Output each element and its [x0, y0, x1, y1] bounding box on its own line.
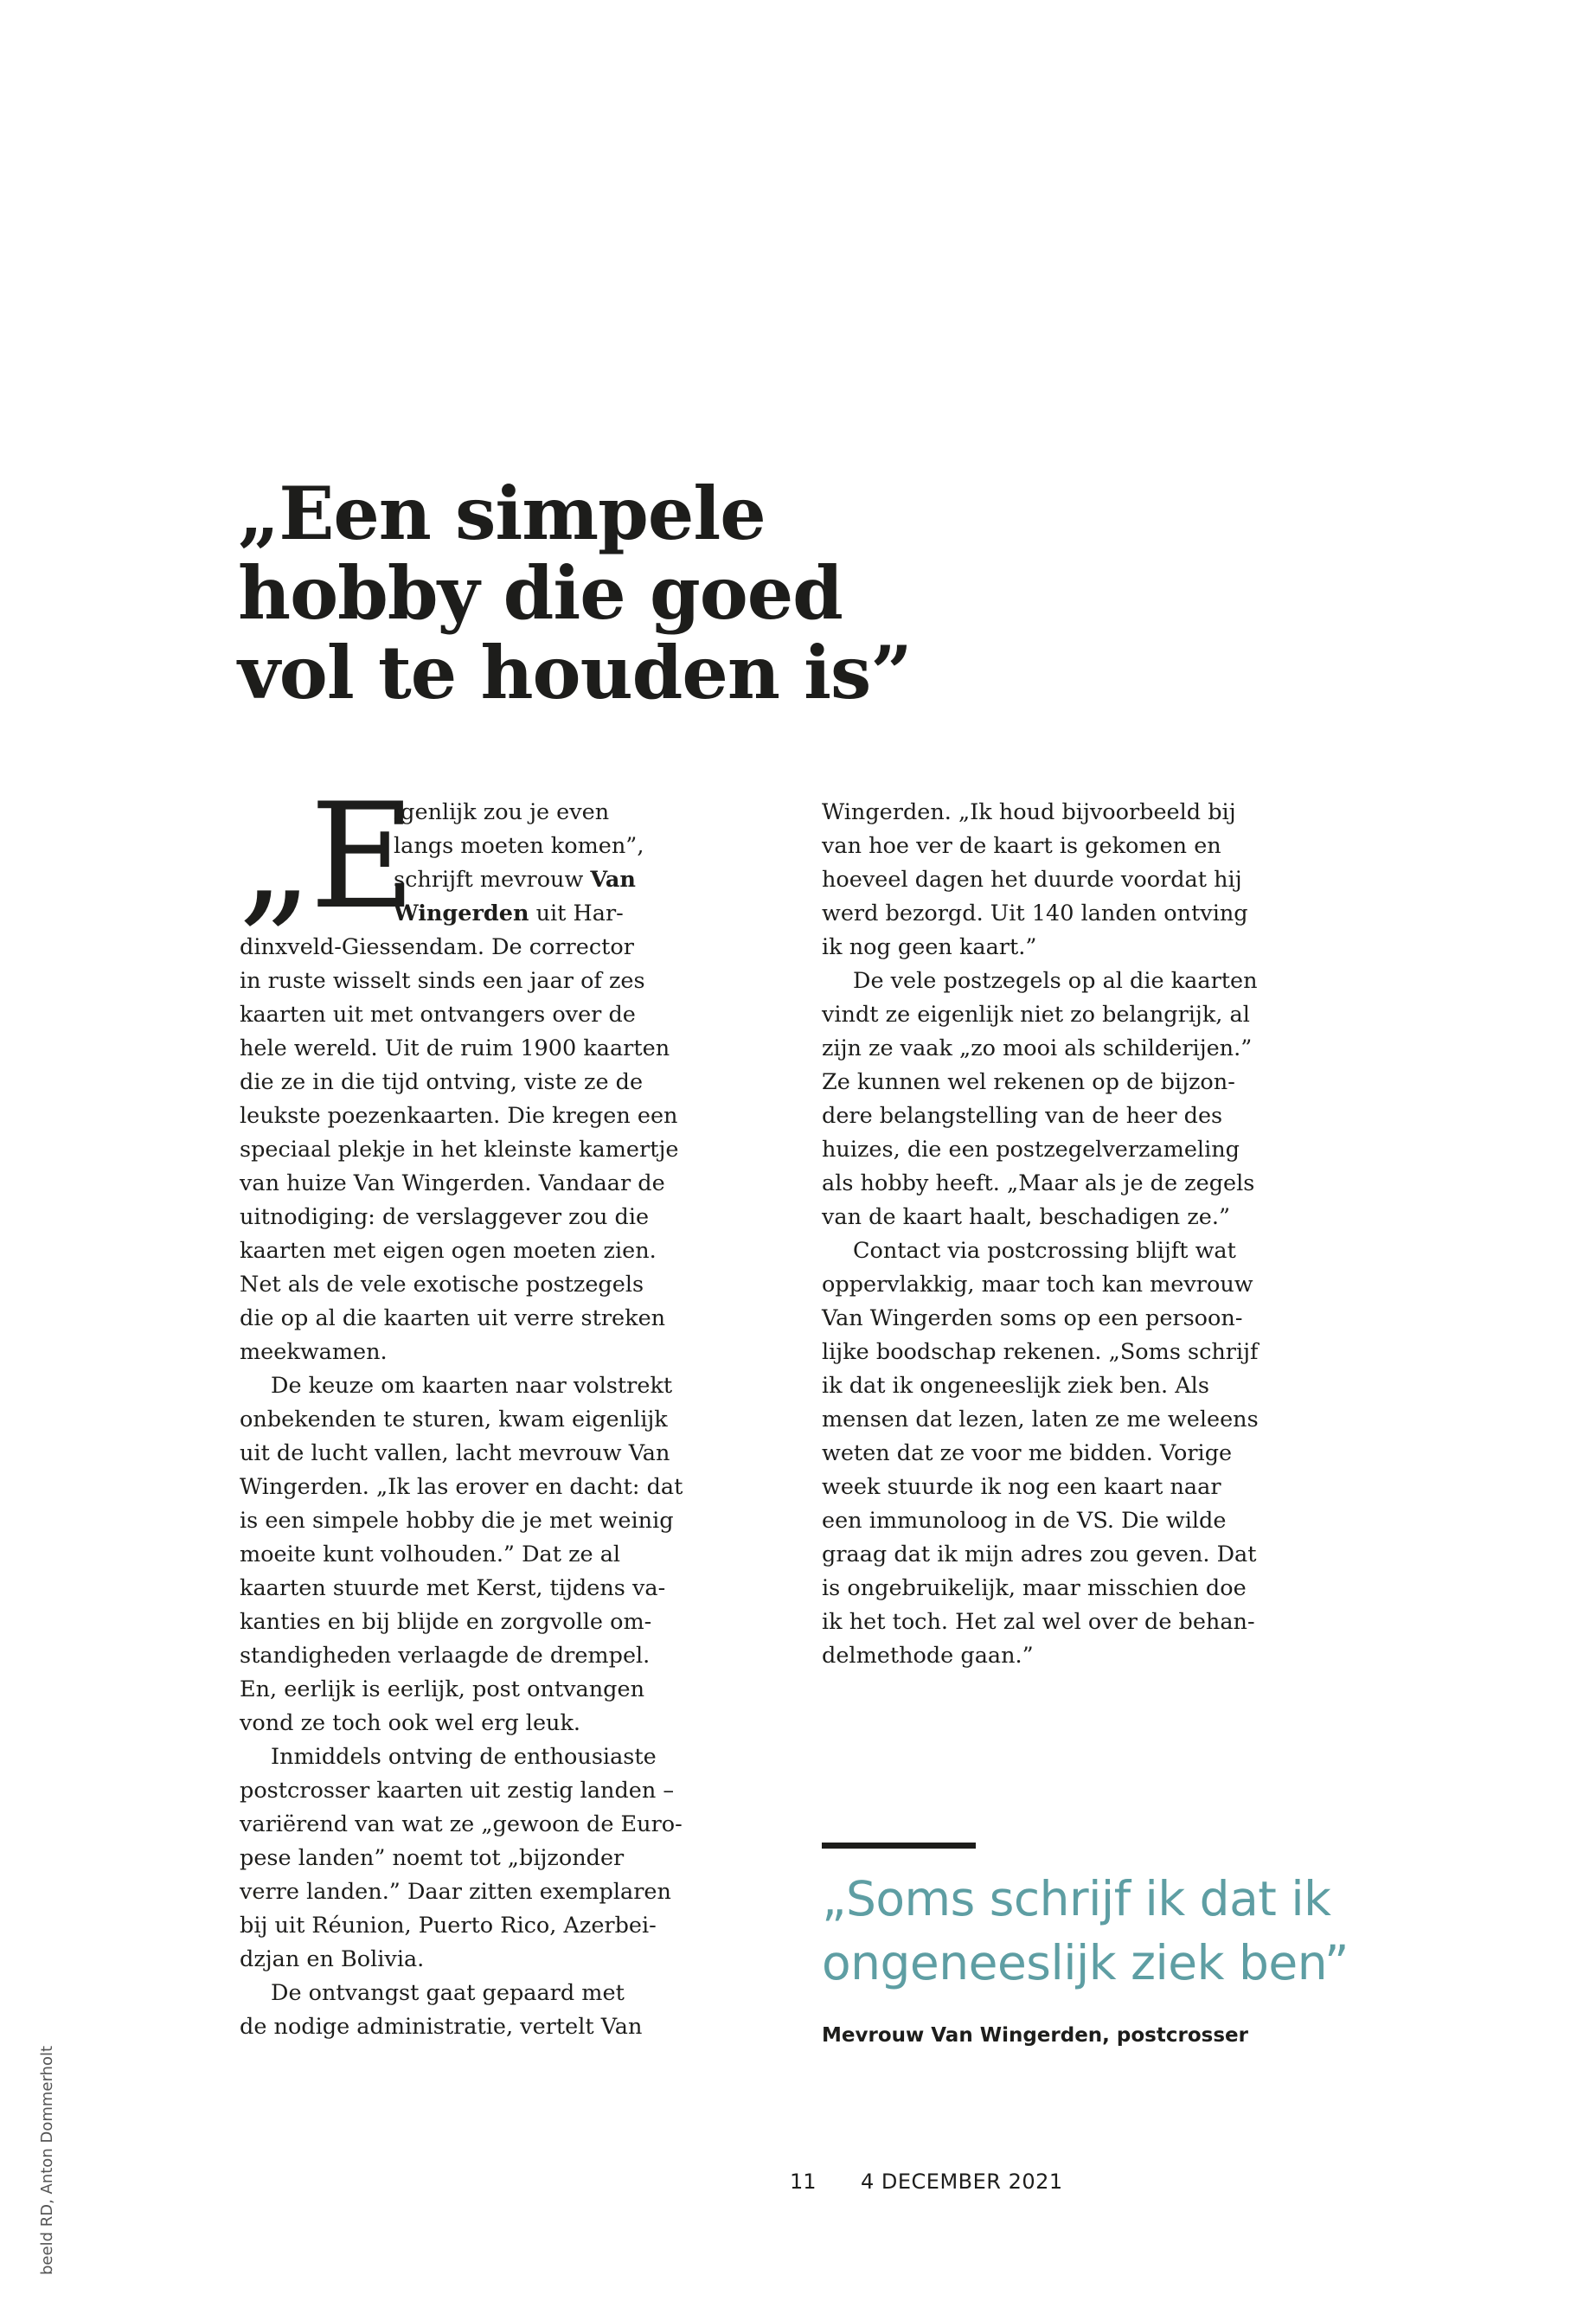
text-line: uitnodiging: de verslaggever zou die [240, 1204, 650, 1230]
issue-date: 4 DECEMBER 2021 [861, 2170, 1063, 2194]
text-line: van huize Van Wingerden. Vandaar de [240, 1170, 665, 1196]
text-line: die op al die kaarten uit verre streken [240, 1305, 666, 1331]
text-line: standigheden verlaagde de drempel. [240, 1643, 651, 1669]
text-line: De keuze om kaarten naar volstrekt [271, 1373, 673, 1399]
text-line: Net als de vele exotische postzegels [240, 1272, 644, 1298]
pullquote-line: ongeneeslijk ziek ben” [822, 1935, 1349, 1990]
pullquote-rule [822, 1843, 976, 1849]
paragraph-5 [822, 796, 1272, 965]
text-line: Ze kunnen wel rekenen op de bijzon- [822, 1069, 1235, 1095]
text-line: de nodige administratie, vertelt Van [240, 2014, 643, 2040]
text-line: leukste poezenkaarten. Die kregen een [240, 1103, 678, 1129]
dropcap-lines [394, 796, 644, 931]
text-line: kaarten met eigen ogen moeten zien. [240, 1238, 657, 1264]
text-line: dzjan en Bolivia. [240, 1946, 425, 1972]
text-line: van hoe ver de kaart is gekomen en [822, 833, 1221, 859]
text-line: langs moeten komen”, [394, 833, 644, 859]
text-line: Wingerden. „Ik las erover en dacht: dat [240, 1474, 683, 1500]
pullquote-attribution: Mevrouw Van Wingerden, postcrosser [822, 2024, 1248, 2047]
text-line: onbekenden te sturen, kwam eigenlijk [240, 1407, 668, 1433]
headline [238, 471, 1016, 715]
text-fragment: schrijft mevrouw [394, 867, 591, 893]
text-line: weten dat ze voor me bidden. Vorige [822, 1440, 1233, 1466]
text-line [394, 897, 644, 931]
text-line: vindt ze eigenlijk niet zo belangrijk, al [822, 1002, 1250, 1028]
text-line: mensen dat lezen, laten ze me weleens [822, 1407, 1259, 1433]
photo-credit: beeld RD, Anton Dommerholt [38, 2045, 56, 2275]
text-line: delmethode gaan.” [822, 1643, 1034, 1669]
person-name: Wingerden [394, 901, 529, 926]
text-line: oppervlakkig, maar toch kan mevrouw [822, 1272, 1253, 1298]
person-name: Van [590, 867, 636, 893]
paragraph-7 [822, 1234, 1272, 1673]
text-line: graag dat ik mijn adres zou geven. Dat [822, 1541, 1257, 1567]
text-line: dinxveld-Giessendam. De corrector [240, 934, 634, 960]
text-line: uit de lucht vallen, lacht mevrouw Van [240, 1440, 670, 1466]
paragraph-4 [240, 1977, 689, 2044]
text-line: ik nog geen kaart.” [822, 934, 1037, 960]
text-line: moeite kunt volhouden.” Dat ze al [240, 1541, 621, 1567]
text-line: huizes, die een postzegelverzameling [822, 1137, 1240, 1163]
headline-line: hobby die goed [238, 550, 843, 636]
text-line: werd bezorgd. Uit 140 landen ontving [822, 901, 1248, 926]
paragraph-6 [822, 965, 1272, 1234]
text-line: Wingerden. „Ik houd bijvoorbeeld bij [822, 799, 1236, 825]
text-line: kanties en bij blijde en zorgvolle om- [240, 1609, 652, 1635]
paragraph-2 [240, 1369, 689, 1740]
text-line: van de kaart haalt, beschadigen ze.” [822, 1204, 1230, 1230]
text-line: zijn ze vaak „zo mooi als schilderijen.” [822, 1035, 1253, 1061]
text-line: dere belangstelling van de heer des [822, 1103, 1223, 1129]
paragraph-3 [240, 1740, 689, 1977]
text-line [394, 863, 644, 897]
text-line: als hobby heeft. „Maar als je de zegels [822, 1170, 1255, 1196]
text-line: Inmiddels ontving de enthousiaste [271, 1744, 657, 1770]
text-line: Contact via postcrossing blijft wat [853, 1238, 1236, 1264]
text-line: in ruste wisselt sinds een jaar of zes [240, 968, 645, 994]
text-line: postcrosser kaarten uit zestig landen – [240, 1778, 675, 1804]
text-line: Van Wingerden soms op een persoon- [822, 1305, 1243, 1331]
pullquote-line: „Soms schrijf ik dat ik [822, 1871, 1331, 1926]
headline-line: „Een simpele [238, 471, 766, 556]
text-line: hele wereld. Uit de ruim 1900 kaarten [240, 1035, 670, 1061]
text-line: De ontvangst gaat gepaard met [271, 1980, 625, 2006]
text-line: kaarten uit met ontvangers over de [240, 1002, 636, 1028]
text-line: vond ze toch ook wel erg leuk. [240, 1710, 581, 1736]
text-line: is ongebruikelijk, maar misschien doe [822, 1575, 1247, 1601]
text-line: variërend van wat ze „gewoon de Euro- [240, 1811, 683, 1837]
dropcap: „E [238, 772, 413, 941]
text-fragment: uit Har- [529, 901, 624, 926]
pullquote [822, 1867, 1445, 1995]
text-line: kaarten stuurde met Kerst, tijdens va- [240, 1575, 666, 1601]
text-line: die ze in die tijd ontving, viste ze de [240, 1069, 644, 1095]
text-line: En, eerlijk is eerlijk, post ontvangen [240, 1676, 645, 1702]
text-line: meekwamen. [240, 1339, 388, 1365]
article-column-left [238, 772, 689, 2044]
text-line: De vele postzegels op al die kaarten [853, 968, 1258, 994]
article-column-right [822, 796, 1272, 1673]
text-line: pese landen” noemt tot „bijzonder [240, 1845, 625, 1871]
headline-line: vol te houden is” [238, 630, 912, 715]
text-line: hoeveel dagen het duurde voordat hij [822, 867, 1242, 893]
paragraph-1 [240, 931, 689, 1369]
text-line: een immunoloog in de VS. Die wilde [822, 1508, 1227, 1534]
text-line: verre landen.” Daar zitten exemplaren [240, 1879, 671, 1905]
text-line: lijke boodschap rekenen. „Soms schrijf [822, 1339, 1259, 1365]
text-line: igenlijk zou je even [394, 799, 610, 825]
text-line: is een simpele hobby die je met weinig [240, 1508, 674, 1534]
text-line: speciaal plekje in het kleinste kamertje [240, 1137, 679, 1163]
text-line: ik het toch. Het zal wel over de behan- [822, 1609, 1255, 1635]
intro-dropcap-block [238, 772, 689, 941]
page-number: 11 [790, 2170, 817, 2194]
text-line: ik dat ik ongeneeslijk ziek ben. Als [822, 1373, 1209, 1399]
text-line: week stuurde ik nog een kaart naar [822, 1474, 1221, 1500]
text-line: bij uit Réunion, Puerto Rico, Azerbei- [240, 1913, 657, 1939]
